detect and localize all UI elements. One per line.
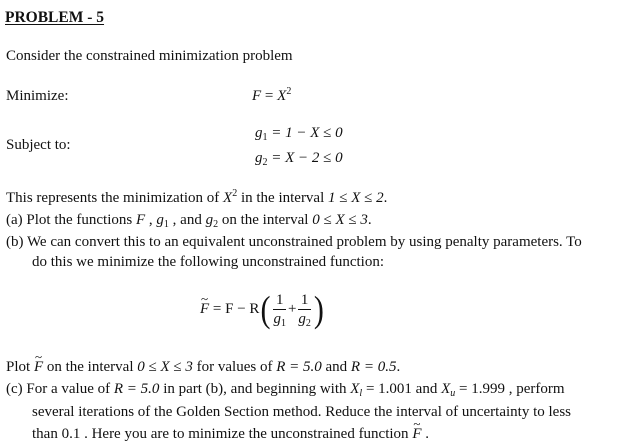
represents-post: in the interval [237,190,329,206]
penalty-formula [200,288,325,330]
plot-r1: R = 5.0 [276,359,322,375]
right-paren: ) [313,288,324,330]
constraint-1-expr: = 1 − X ≤ 0 [267,125,343,141]
represents-interval: 1 ≤ X ≤ 2 [328,190,384,206]
objective-eq: = [261,88,278,104]
fraction-1-den: g [273,311,281,327]
part-c-xu-val: = 1.999 [455,381,505,397]
subject-label: Subject to: [6,137,71,153]
part-a-pre: Plot the functions [22,212,136,228]
part-c-pre: For a value of [22,381,114,397]
represents-exp: 2 [232,188,238,199]
fraction-1-den-idx: 1 [280,318,286,329]
represents-text [6,189,387,207]
part-a [6,211,372,229]
part-c-r: R = 5.0 [113,381,160,397]
constraint-2-name: g [255,150,263,166]
fraction-1 [273,292,286,327]
part-b-line-1 [6,233,582,251]
part-c-xl-idx: l [359,388,363,399]
fraction-2-den: g [298,311,306,327]
part-c-line3-pre: than 0.1 . Here you are to minimize the unconstrained function [32,426,413,442]
part-a-end: . [367,212,372,228]
part-c-line-2: several iterations of the Golden Section method. Reduce the interval of uncertainty to less [32,404,572,420]
part-c-line1-end: , perform [504,381,565,397]
plot-interval: 0 ≤ X ≤ 3 [137,359,193,375]
part-c-and: and [411,381,442,397]
objective-exp: 2 [286,86,292,97]
plot-and: and [321,359,351,375]
represents-end: . [383,190,388,206]
part-a-label: (a) [6,212,23,228]
constraint-2-expr: = X − 2 ≤ 0 [267,150,343,166]
part-c-label: (c) [6,381,23,397]
constraint-2 [255,149,343,167]
part-a-c2: , and [168,212,206,228]
part-a-g1-idx: 1 [163,219,169,230]
fraction-2-num: 1 [298,292,311,310]
represents-pre: This represents the minimization of [6,190,224,206]
plot-vals: for values of [192,359,277,375]
constraint-1 [255,124,343,142]
penalty-lhs: ~ F [200,300,209,318]
part-c-xu-idx: u [450,388,456,399]
plot-f: ~ F [34,358,43,376]
constraint-1-name: g [255,125,263,141]
part-a-g2: g [205,212,214,228]
fraction-2 [298,292,311,327]
intro-text: Consider the constrained minimization problem [6,48,293,64]
fraction-2-den-idx: 2 [305,318,311,329]
penalty-eq: = F − R [209,300,260,317]
problem-title: PROBLEM - 5 [5,9,105,26]
objective-formula [252,87,291,105]
part-b-label: (b) [6,234,24,250]
constraint-2-index: 2 [262,157,268,168]
formula-plus: + [287,300,297,317]
part-b-line-2: do this we minimize the following unconstrained function: [32,254,385,270]
plot-mid: on the interval [43,359,138,375]
objective-var: X [277,88,287,104]
part-c-line3-f: ~ F [412,425,421,443]
fraction-1-num: 1 [273,292,286,310]
constraint-1-index: 1 [262,132,268,143]
part-a-g1: g [156,212,164,228]
part-c-line-3 [32,425,429,443]
plot-end: . [396,359,401,375]
part-a-f: F [135,212,146,228]
part-c-mid: in part (b), and beginning with [159,381,351,397]
plot-r2: R = 0.5 [350,359,397,375]
part-a-post: on the interval [218,212,313,228]
part-c-xl: X [350,381,360,397]
part-c-xl-val: = 1.001 [362,381,412,397]
represents-var: X [223,190,233,206]
part-b-plot [6,358,400,376]
left-paren: ( [260,288,271,330]
part-a-interval: 0 ≤ X ≤ 3 [312,212,368,228]
objective-lhs: F [252,88,262,104]
plot-pre: Plot [6,359,34,375]
part-c-xu: X [441,381,451,397]
part-c-line3-end: . [421,426,429,442]
part-c-line-1 [6,380,565,398]
part-a-g2-idx: 2 [213,219,219,230]
minimize-label: Minimize: [6,88,69,104]
part-a-c1: , [145,212,157,228]
part-b-line1-text: We can convert this to an equivalent unconstrained problem by using penalty parameters. To [23,234,582,250]
